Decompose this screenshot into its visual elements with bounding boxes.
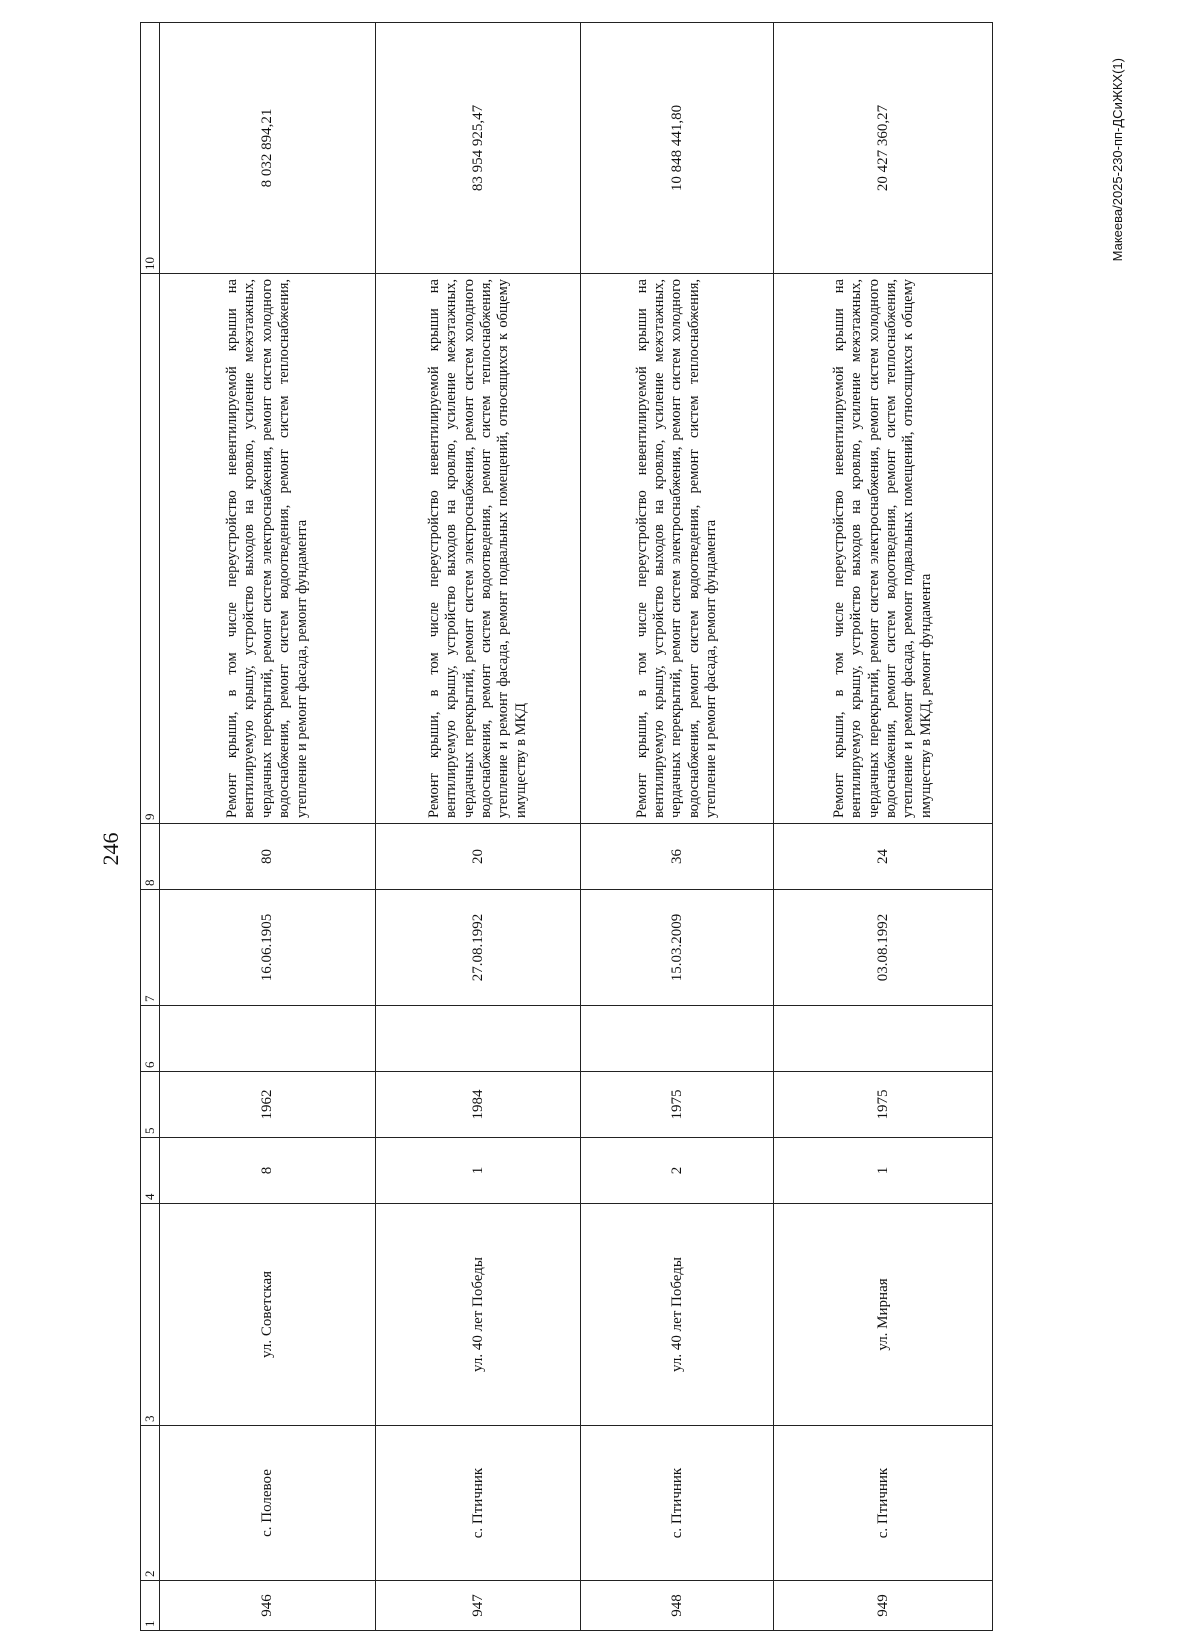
column-6-value [160,1006,376,1072]
column-6-value [774,1006,993,1072]
row-number: 949 [774,1581,993,1631]
year: 1984 [376,1072,581,1138]
column-number-row [141,23,160,1631]
works-description: Ремонт крыши, в том числе переустройство невентилируемой крыши на вентилируемую крышу, устройство выходов на кровлю, усиление межэтажных, чердачных перекрытий, ремонт систем электроснабжения, ремонт систем холодного водоснабжения, ремонт систем водоотведения, ремонт систем теплоснабжения, утепление и ремонт фасада, ремонт подвальных помещений, относящихся к общему имуществу в МКД [376,274,581,824]
house-number: 1 [376,1138,581,1204]
column-number: 7 [141,890,160,1006]
cost: 10 848 441,80 [581,23,774,274]
settlement: с. Птичник [376,1426,581,1581]
document-code: Макеева/2025-230-пп-ДСиЖКХ(1) [1110,58,1125,262]
works-description: Ремонт крыши, в том числе переустройство невентилируемой крыши на вентилируемую крышу, устройство выходов на кровлю, усиление межэтажных, чердачных перекрытий, ремонт систем электроснабжения, ремонт систем холодного водоснабжения, ремонт систем водоотведения, ремонт систем теплоснабжения, утепление и ремонт фасада, ремонт фундамента [581,274,774,824]
year: 1975 [581,1072,774,1138]
column-8-value: 80 [160,824,376,890]
column-8-value: 20 [376,824,581,890]
house-number: 2 [581,1138,774,1204]
column-8-value: 36 [581,824,774,890]
cost: 8 032 894,21 [160,23,376,274]
cost: 83 954 925,47 [376,23,581,274]
date: 16.06.1905 [160,890,376,1006]
repair-register-table [140,22,993,1631]
column-number: 8 [141,824,160,890]
column-number: 5 [141,1072,160,1138]
works-description: Ремонт крыши, в том числе переустройство невентилируемой крыши на вентилируемую крышу, устройство выходов на кровлю, усиление межэтажных, чердачных перекрытий, ремонт систем электроснабжения, ремонт систем холодного водоснабжения, ремонт систем водоотведения, ремонт систем теплоснабжения, утепление и ремонт фасада, ремонт фундамента [160,274,376,824]
settlement: с. Птичник [581,1426,774,1581]
street: ул. Советская [160,1204,376,1426]
column-number: 4 [141,1138,160,1204]
column-6-value [376,1006,581,1072]
table-row [774,23,993,1631]
column-number: 2 [141,1426,160,1581]
year: 1975 [774,1072,993,1138]
year: 1962 [160,1072,376,1138]
table-row [160,23,376,1631]
column-number: 3 [141,1204,160,1426]
row-number: 947 [376,1581,581,1631]
row-number: 946 [160,1581,376,1631]
cost: 20 427 360,27 [774,23,993,274]
works-description: Ремонт крыши, в том числе переустройство невентилируемой крыши на вентилируемую крышу, устройство выходов на кровлю, усиление межэтажных, чердачных перекрытий, ремонт систем электроснабжения, ремонт систем холодного водоснабжения, ремонт систем водоотведения, ремонт систем теплоснабжения, утепление и ремонт фасада, ремонт подвальных помещений, относящихся к общему имуществу в МКД, ремонт фундамента [774,274,993,824]
table-row [376,23,581,1631]
settlement: с. Полевое [160,1426,376,1581]
table-row [581,23,774,1631]
page-number: 246 [98,832,123,866]
date: 03.08.1992 [774,890,993,1006]
date: 15.03.2009 [581,890,774,1006]
street: ул. 40 лет Победы [581,1204,774,1426]
date: 27.08.1992 [376,890,581,1006]
street: ул. 40 лет Победы [376,1204,581,1426]
street: ул. Мирная [774,1204,993,1426]
row-number: 948 [581,1581,774,1631]
column-6-value [581,1006,774,1072]
column-number: 1 [141,1581,160,1631]
column-8-value: 24 [774,824,993,890]
house-number: 8 [160,1138,376,1204]
column-number: 10 [141,23,160,274]
house-number: 1 [774,1138,993,1204]
column-number: 6 [141,1006,160,1072]
settlement: с. Птичник [774,1426,993,1581]
column-number: 9 [141,274,160,824]
